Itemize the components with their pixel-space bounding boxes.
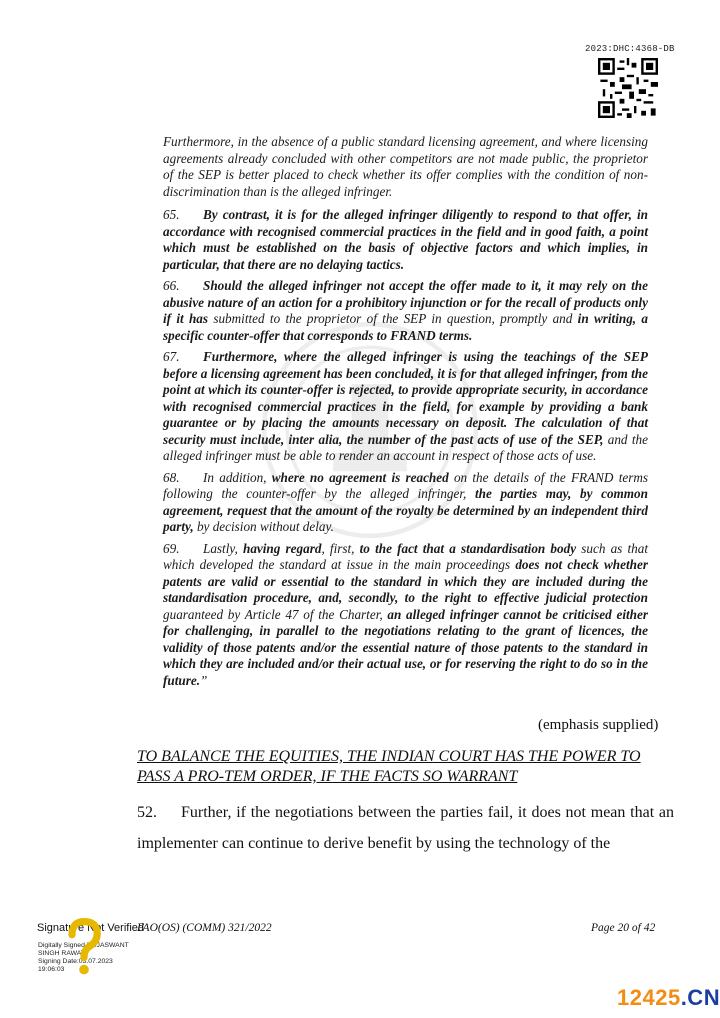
signature-signer: Digitally Signed By:JASWANT bbox=[38, 942, 129, 949]
quote-paragraph bbox=[163, 278, 648, 344]
brand-number: 12425 bbox=[617, 985, 681, 1010]
quote-text: by decision without delay. bbox=[193, 519, 334, 534]
quote-text: Lastly, bbox=[203, 540, 243, 556]
emphasized-text: where no agreement is reached bbox=[271, 469, 449, 485]
signature-signer-name: SINGH RAWAT bbox=[38, 950, 85, 957]
quote-paragraph-number: 66. bbox=[163, 278, 180, 293]
quote-text: submitted to the proprietor of the SEP in question, promptly and bbox=[208, 311, 578, 326]
emphasized-text: By contrast, it is for the alleged infringer diligently to respond to that offer, in accordance with recognised commercial practices in the field and in good faith, a point which must be established on the basis of objective factors and which implies, in particular, that there are no delaying tactics. bbox=[163, 207, 648, 272]
neutral-citation: 2023:DHC:4368-DB bbox=[585, 44, 675, 54]
quote-text: In addition, bbox=[203, 469, 272, 485]
quote-paragraph bbox=[163, 541, 648, 690]
quote-text: , first, bbox=[321, 540, 360, 556]
body-paragraph bbox=[137, 797, 674, 859]
quote-paragraph-number: 69. bbox=[163, 540, 180, 556]
quote-paragraph-number: 67. bbox=[163, 349, 180, 364]
paragraph-text: Further, if the negotiations between the parties fail, it does not mean that an implementer can continue to derive benefit by using the technology of the bbox=[137, 804, 674, 852]
page-number: Page 20 of 42 bbox=[591, 922, 656, 934]
quote-text: and the alleged infringer must be able to render an account in respect of those acts of use. bbox=[163, 431, 648, 463]
emphasized-text: an alleged infringer cannot be criticised either for challenging, in parallel to the negotiations relating to the grant of licences, the validity of those patents and/or the essential nature of those patents to the standard in which they are included and/or their actual use, or for reserving the right to do so in the future. bbox=[163, 606, 648, 688]
question-mark-icon bbox=[60, 918, 108, 978]
emphasis-note: (emphasis supplied) bbox=[538, 717, 659, 733]
section-heading: TO BALANCE THE EQUITIES, THE INDIAN COURT HAS THE POWER TO PASS A PRO-TEM ORDER, IF THE FACTS SO WARRANT bbox=[137, 748, 641, 785]
quote-text: such as that which developed the standard at issue in the main proceedings bbox=[163, 540, 648, 572]
brand-suffix: .CN bbox=[680, 985, 720, 1010]
quote-paragraph-number: 68. bbox=[163, 469, 180, 485]
quote-text: ” bbox=[200, 672, 208, 688]
quoted-paragraphs bbox=[163, 207, 648, 694]
quote-paragraph bbox=[163, 349, 648, 465]
emphasized-text: in writing, a specific counter-offer that corresponds to FRAND terms. bbox=[163, 311, 648, 343]
signature-date: Signing Date:03.07.2023 bbox=[38, 958, 113, 965]
site-brand bbox=[617, 985, 720, 1011]
emphasized-text: to the fact that a standardisation body bbox=[359, 540, 577, 556]
case-number: FAO(OS) (COMM) 321/2022 bbox=[137, 922, 272, 934]
signature-status: Signature Not Verified bbox=[37, 922, 145, 934]
quoted-passage bbox=[163, 134, 648, 200]
quote-text: guaranteed by Article 47 of the Charter, bbox=[163, 606, 388, 622]
emphasized-text: does not check whether patents are valid or essential to the standard in which they are included during the standardisation procedure, and, secondly, to the right to effective judicial protection bbox=[163, 557, 648, 605]
quote-paragraph bbox=[163, 470, 648, 536]
emphasized-text: Should the alleged infringer not accept the offer made to it, it may rely on the abusive nature of an action for a prohibitory injunction or for the recall of products only if it has bbox=[163, 278, 648, 326]
quote-paragraph-number: 65. bbox=[163, 207, 180, 222]
quote-paragraph bbox=[163, 207, 648, 273]
emphasized-text: the parties may, by common agreement, request that the amount of the royalty be determined by an independent third party, bbox=[163, 486, 648, 534]
signature-time: 19:06:03 bbox=[38, 966, 65, 973]
quote-text: on the details of the FRAND terms following the counter-offer by the alleged infringer, bbox=[163, 469, 648, 501]
emphasized-text: having regard bbox=[242, 540, 322, 556]
qr-code-icon bbox=[598, 58, 658, 118]
paragraph-number: 52. bbox=[137, 804, 157, 821]
emphasized-text: Furthermore, where the alleged infringer is using the teachings of the SEP before a licensing agreement has been concluded, it is for that alleged infringer, from the point at which its counter-offer is rejected, to provide appropriate security, in accordance with recognised commercial practices in the field, for example by providing a bank guarantee or by placing the amounts necessary on deposit. The calculation of that security must include, inter alia, the number of the past acts of use of the SEP, bbox=[163, 349, 648, 447]
quote-intro: Furthermore, in the absence of a public standard licensing agreement, and where licensing agreements already concluded with other competitors are not made public, the proprietor of the SEP is better placed to check whether its offer complies with the condition of non-discrimination than is the alleged infringer. bbox=[163, 134, 648, 199]
